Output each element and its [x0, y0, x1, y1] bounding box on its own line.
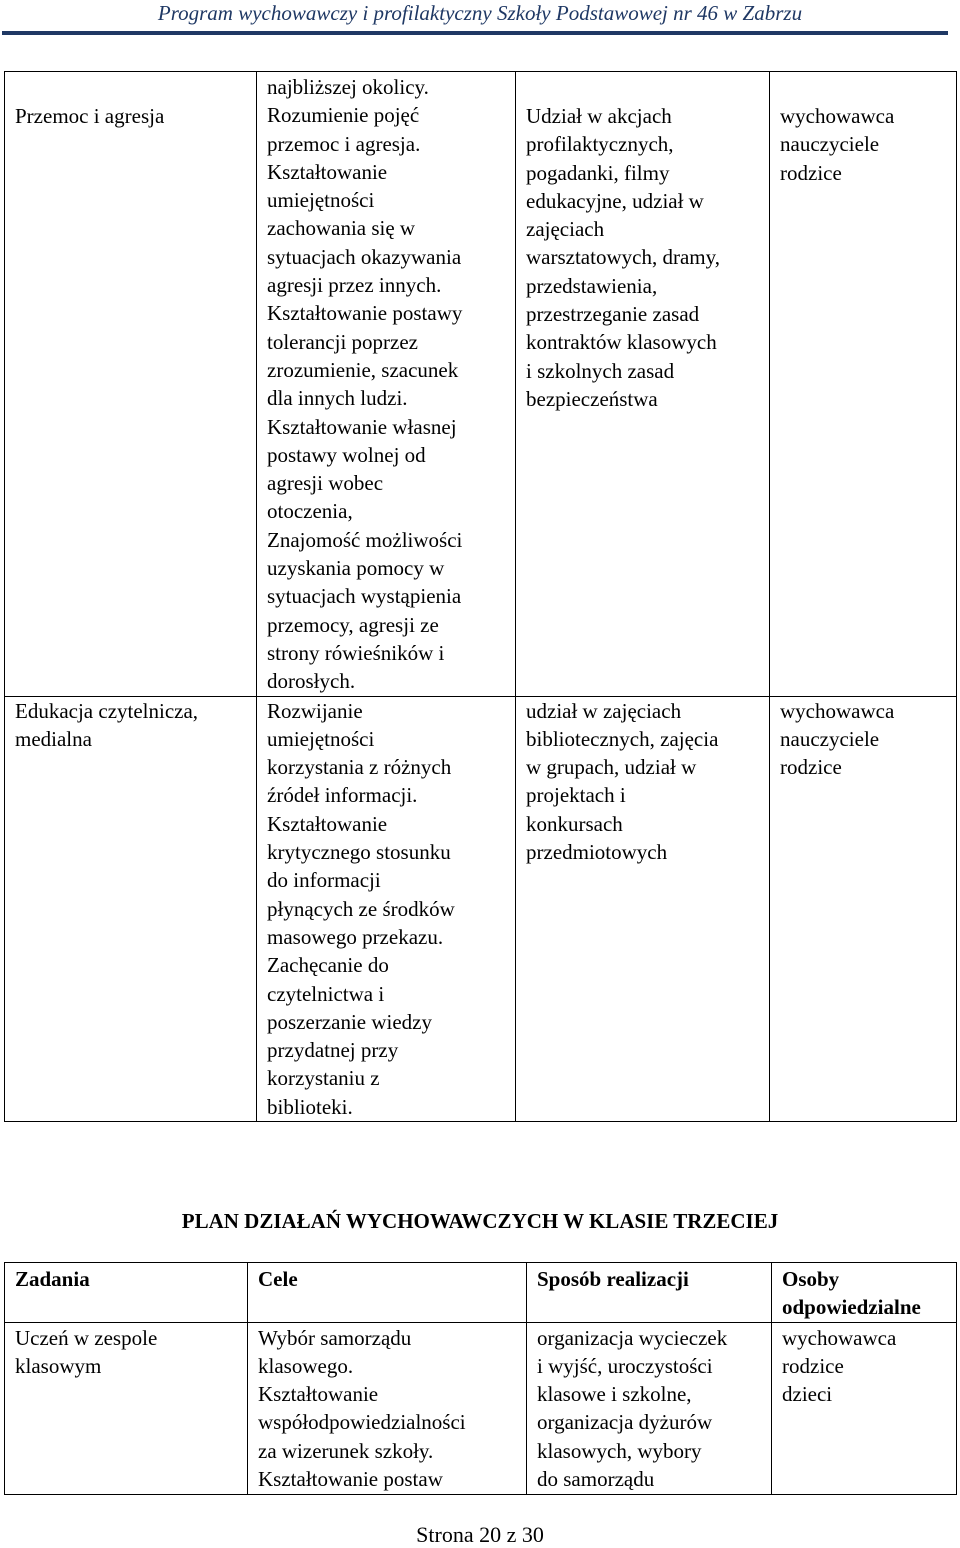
- text-line: konkursach: [526, 811, 623, 836]
- text-line: projektach i: [526, 783, 626, 808]
- header-goals: Cele: [248, 1263, 527, 1323]
- text-line: i wyjść, uroczystości: [537, 1353, 713, 1378]
- text-line: dorosłych.: [267, 669, 356, 694]
- goals-cell: [257, 72, 516, 697]
- task-cell: [5, 696, 257, 1121]
- text-line: i szkolnych zasad: [526, 358, 675, 383]
- text-line: organizacja dyżurów: [537, 1410, 713, 1435]
- responsible-cell: [770, 72, 957, 697]
- page-separator: z: [506, 1522, 517, 1547]
- method-cell: [527, 1322, 772, 1494]
- responsible-cell: [770, 696, 957, 1121]
- text-line: Kształtowanie postaw: [258, 1467, 443, 1492]
- text-line: agresji przez innych.: [267, 273, 442, 298]
- method-cell: [516, 696, 770, 1121]
- text-line: Kształtowanie postawy: [267, 301, 463, 326]
- text-line: korzystaniu z: [267, 1066, 380, 1091]
- text-line: Rozumienie pojęć: [267, 103, 420, 128]
- text-line: umiejętności: [267, 726, 375, 751]
- text-line: Zachęcanie do: [267, 953, 389, 978]
- text-line: zachowania się w: [267, 216, 416, 241]
- text-line: źródeł informacji.: [267, 783, 418, 808]
- text-line: płynących ze środków: [267, 896, 455, 921]
- text-line: masowego przekazu.: [267, 924, 444, 949]
- text-line: do informacji: [267, 868, 381, 893]
- text-line: najbliższej okolicy.: [267, 75, 429, 99]
- continued-table: [4, 71, 957, 1122]
- text-line: w grupach, udział w: [526, 755, 697, 780]
- text-line: czytelnictwa i: [267, 981, 385, 1006]
- text-line: agresji wobec: [267, 471, 384, 496]
- text-line: Znajomość możliwości: [267, 527, 463, 552]
- text-line: sytuacjach wystąpienia: [267, 584, 462, 609]
- header-method: Sposób realizacji: [527, 1263, 772, 1323]
- text-line: otoczenia,: [267, 499, 353, 524]
- text-line: postawy wolnej od: [267, 442, 426, 467]
- text-line: kontraktów klasowych: [526, 330, 717, 355]
- text-line: Kształtowanie: [267, 811, 388, 836]
- text-line: nauczyciele: [780, 132, 880, 157]
- text-line: krytycznego stosunku: [267, 840, 451, 865]
- text-line: wychowawca: [780, 698, 895, 723]
- text-line: udział w zajęciach: [526, 698, 682, 723]
- text-line: umiejętności: [267, 188, 375, 213]
- header-rule: [2, 31, 948, 35]
- page-prefix: Strona: [416, 1522, 474, 1547]
- table-row: [5, 1322, 957, 1494]
- text-line: Rozwijanie: [267, 698, 363, 723]
- text-line: tolerancji poprzez: [267, 329, 418, 354]
- text-line: Wybór samorządu: [258, 1325, 412, 1350]
- table-header-row: [5, 1263, 957, 1323]
- task-cell: [5, 1322, 248, 1494]
- class3-plan-table: [4, 1262, 957, 1495]
- text-line: organizacja wycieczek: [537, 1325, 728, 1350]
- text-line: nauczyciele: [780, 726, 880, 751]
- text-line: Kształtowanie własnej: [267, 414, 457, 439]
- text-line: dzieci: [782, 1382, 833, 1407]
- text-line: przedmiotowych: [526, 840, 668, 865]
- text-line: klasowego.: [258, 1353, 354, 1378]
- text-line: Przemoc i agresja: [15, 104, 165, 128]
- header-responsible: [772, 1263, 957, 1323]
- text-line: bibliotecznych, zajęcia: [526, 726, 719, 751]
- text-line: Kształtowanie: [258, 1382, 379, 1407]
- text-line: klasowym: [15, 1353, 102, 1378]
- text-line: przydatnej przy: [267, 1038, 399, 1063]
- page-total: 30: [521, 1522, 544, 1547]
- text-line: odpowiedzialne: [782, 1295, 921, 1320]
- text-line: Edukacja czytelnicza,: [15, 698, 199, 723]
- text-line: uzyskania pomocy w: [267, 556, 445, 581]
- text-line: pogadanki, filmy: [526, 160, 670, 185]
- text-line: klasowych, wybory: [537, 1438, 702, 1463]
- text-line: biblioteki.: [267, 1094, 353, 1119]
- text-line: przedstawienia,: [526, 273, 658, 298]
- text-line: warsztatowych, dramy,: [526, 245, 720, 270]
- text-line: zajęciach: [526, 217, 605, 242]
- text-line: sytuacjach okazywania: [267, 244, 462, 269]
- goals-cell: [257, 696, 516, 1121]
- page-current: 20: [479, 1522, 502, 1547]
- text-line: dla innych ludzi.: [267, 386, 408, 411]
- text-line: Uczeń w zespole: [15, 1325, 158, 1350]
- header-task: Zadania: [5, 1263, 248, 1323]
- section-title: PLAN DZIAŁAŃ WYCHOWAWCZYCH W KLASIE TRZECIEJ: [181, 1209, 779, 1233]
- text-line: do samorządu: [537, 1467, 655, 1492]
- text-line: Osoby: [782, 1267, 840, 1291]
- text-line: Kształtowanie: [267, 159, 388, 184]
- goals-cell: [248, 1322, 527, 1494]
- text-line: korzystania z różnych: [267, 755, 452, 780]
- task-cell: [5, 72, 257, 697]
- text-line: wychowawca: [780, 104, 895, 128]
- text-line: rodzice: [782, 1353, 844, 1378]
- running-header: Program wychowawczy i profilaktyczny Szkoły Podstawowej nr 46 w Zabrzu: [157, 1, 803, 25]
- text-line: bezpieczeństwa: [526, 386, 658, 411]
- text-line: edukacyjne, udział w: [526, 188, 704, 213]
- table-row: [5, 72, 957, 697]
- method-cell: [516, 72, 770, 697]
- text-line: wychowawca: [782, 1325, 897, 1350]
- text-line: klasowe i szkolne,: [537, 1382, 692, 1407]
- text-line: strony rówieśników i: [267, 640, 445, 665]
- text-line: poszerzanie wiedzy: [267, 1009, 432, 1034]
- text-line: rodzice: [780, 755, 842, 780]
- text-line: Udział w akcjach: [526, 104, 672, 128]
- table-row: [5, 696, 957, 1121]
- text-line: profilaktycznych,: [526, 132, 674, 157]
- text-line: przestrzeganie zasad: [526, 302, 700, 327]
- page-number: [0, 1522, 960, 1548]
- text-line: rodzice: [780, 160, 842, 185]
- text-line: medialna: [15, 726, 92, 751]
- text-line: przemocy, agresji ze: [267, 612, 439, 637]
- responsible-cell: [772, 1322, 957, 1494]
- text-line: współodpowiedzialności: [258, 1410, 466, 1435]
- text-line: przemoc i agresja.: [267, 131, 421, 156]
- text-line: zrozumienie, szacunek: [267, 357, 459, 382]
- text-line: za wizerunek szkoły.: [258, 1438, 434, 1463]
